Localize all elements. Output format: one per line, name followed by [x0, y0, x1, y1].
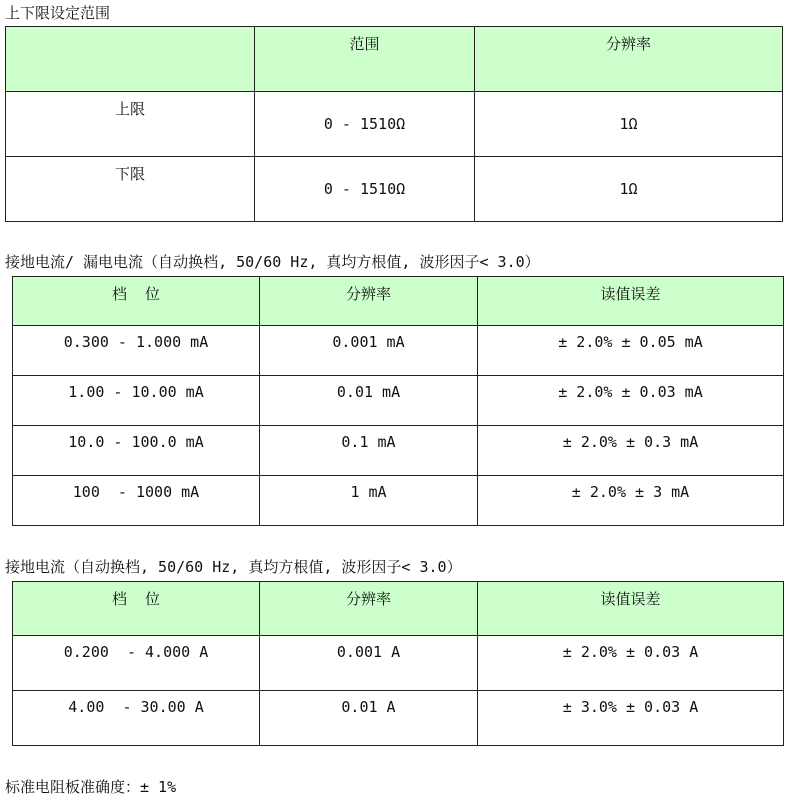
header-cell-range: 档 位	[13, 582, 260, 636]
table-row	[13, 476, 784, 526]
table-row	[13, 636, 784, 691]
resolution-cell: 0.001 mA	[260, 326, 478, 376]
section-1-title: 上下限设定范围	[5, 4, 111, 22]
section-2-title: 接地电流/ 漏电电流（自动换档, 50/60 Hz, 真均方根值, 波形因子< 3.0）	[5, 253, 540, 271]
range-cell: 1.00 - 10.00 mA	[13, 376, 260, 426]
resolution-value: 1Ω	[475, 92, 783, 157]
table-header-row	[13, 582, 784, 636]
accuracy-cell: ± 2.0% ± 0.03 mA	[478, 376, 784, 426]
accuracy-cell: ± 3.0% ± 0.03 A	[478, 691, 784, 746]
row-label-upper: 上限	[6, 92, 255, 157]
resolution-cell: 0.01 mA	[260, 376, 478, 426]
table-header-row	[13, 277, 784, 326]
range-cell: 4.00 - 30.00 A	[13, 691, 260, 746]
header-cell-accuracy: 读值误差	[478, 277, 784, 326]
header-cell-resolution: 分辨率	[260, 582, 478, 636]
accuracy-cell: ± 2.0% ± 0.3 mA	[478, 426, 784, 476]
accuracy-cell: ± 2.0% ± 3 mA	[478, 476, 784, 526]
header-cell-range: 范围	[255, 27, 475, 92]
leakage-current-table	[12, 276, 784, 526]
resolution-cell: 0.001 A	[260, 636, 478, 691]
row-label-lower: 下限	[6, 157, 255, 222]
header-cell-resolution: 分辨率	[475, 27, 783, 92]
range-cell: 0.300 - 1.000 mA	[13, 326, 260, 376]
limit-range-table	[5, 26, 783, 222]
table-row	[13, 426, 784, 476]
section-3-title: 接地电流（自动换档, 50/60 Hz, 真均方根值, 波形因子< 3.0）	[5, 558, 462, 576]
range-cell: 10.0 - 100.0 mA	[13, 426, 260, 476]
header-cell-accuracy: 读值误差	[478, 582, 784, 636]
ground-current-table	[12, 581, 784, 746]
table-row	[6, 157, 783, 222]
header-cell-empty	[6, 27, 255, 92]
accuracy-cell: ± 2.0% ± 0.03 A	[478, 636, 784, 691]
table-row	[13, 376, 784, 426]
header-cell-range: 档 位	[13, 277, 260, 326]
table-row	[6, 92, 783, 157]
resolution-value: 1Ω	[475, 157, 783, 222]
resolution-cell: 0.1 mA	[260, 426, 478, 476]
range-cell: 100 - 1000 mA	[13, 476, 260, 526]
table-header-row	[6, 27, 783, 92]
range-value: 0 - 1510Ω	[255, 157, 475, 222]
resolution-cell: 0.01 A	[260, 691, 478, 746]
table-row	[13, 326, 784, 376]
range-cell: 0.200 - 4.000 A	[13, 636, 260, 691]
table-row	[13, 691, 784, 746]
range-value: 0 - 1510Ω	[255, 92, 475, 157]
header-cell-resolution: 分辨率	[260, 277, 478, 326]
accuracy-cell: ± 2.0% ± 0.05 mA	[478, 326, 784, 376]
resolution-cell: 1 mA	[260, 476, 478, 526]
accuracy-footnote: 标准电阻板准确度：± 1%	[5, 778, 177, 796]
